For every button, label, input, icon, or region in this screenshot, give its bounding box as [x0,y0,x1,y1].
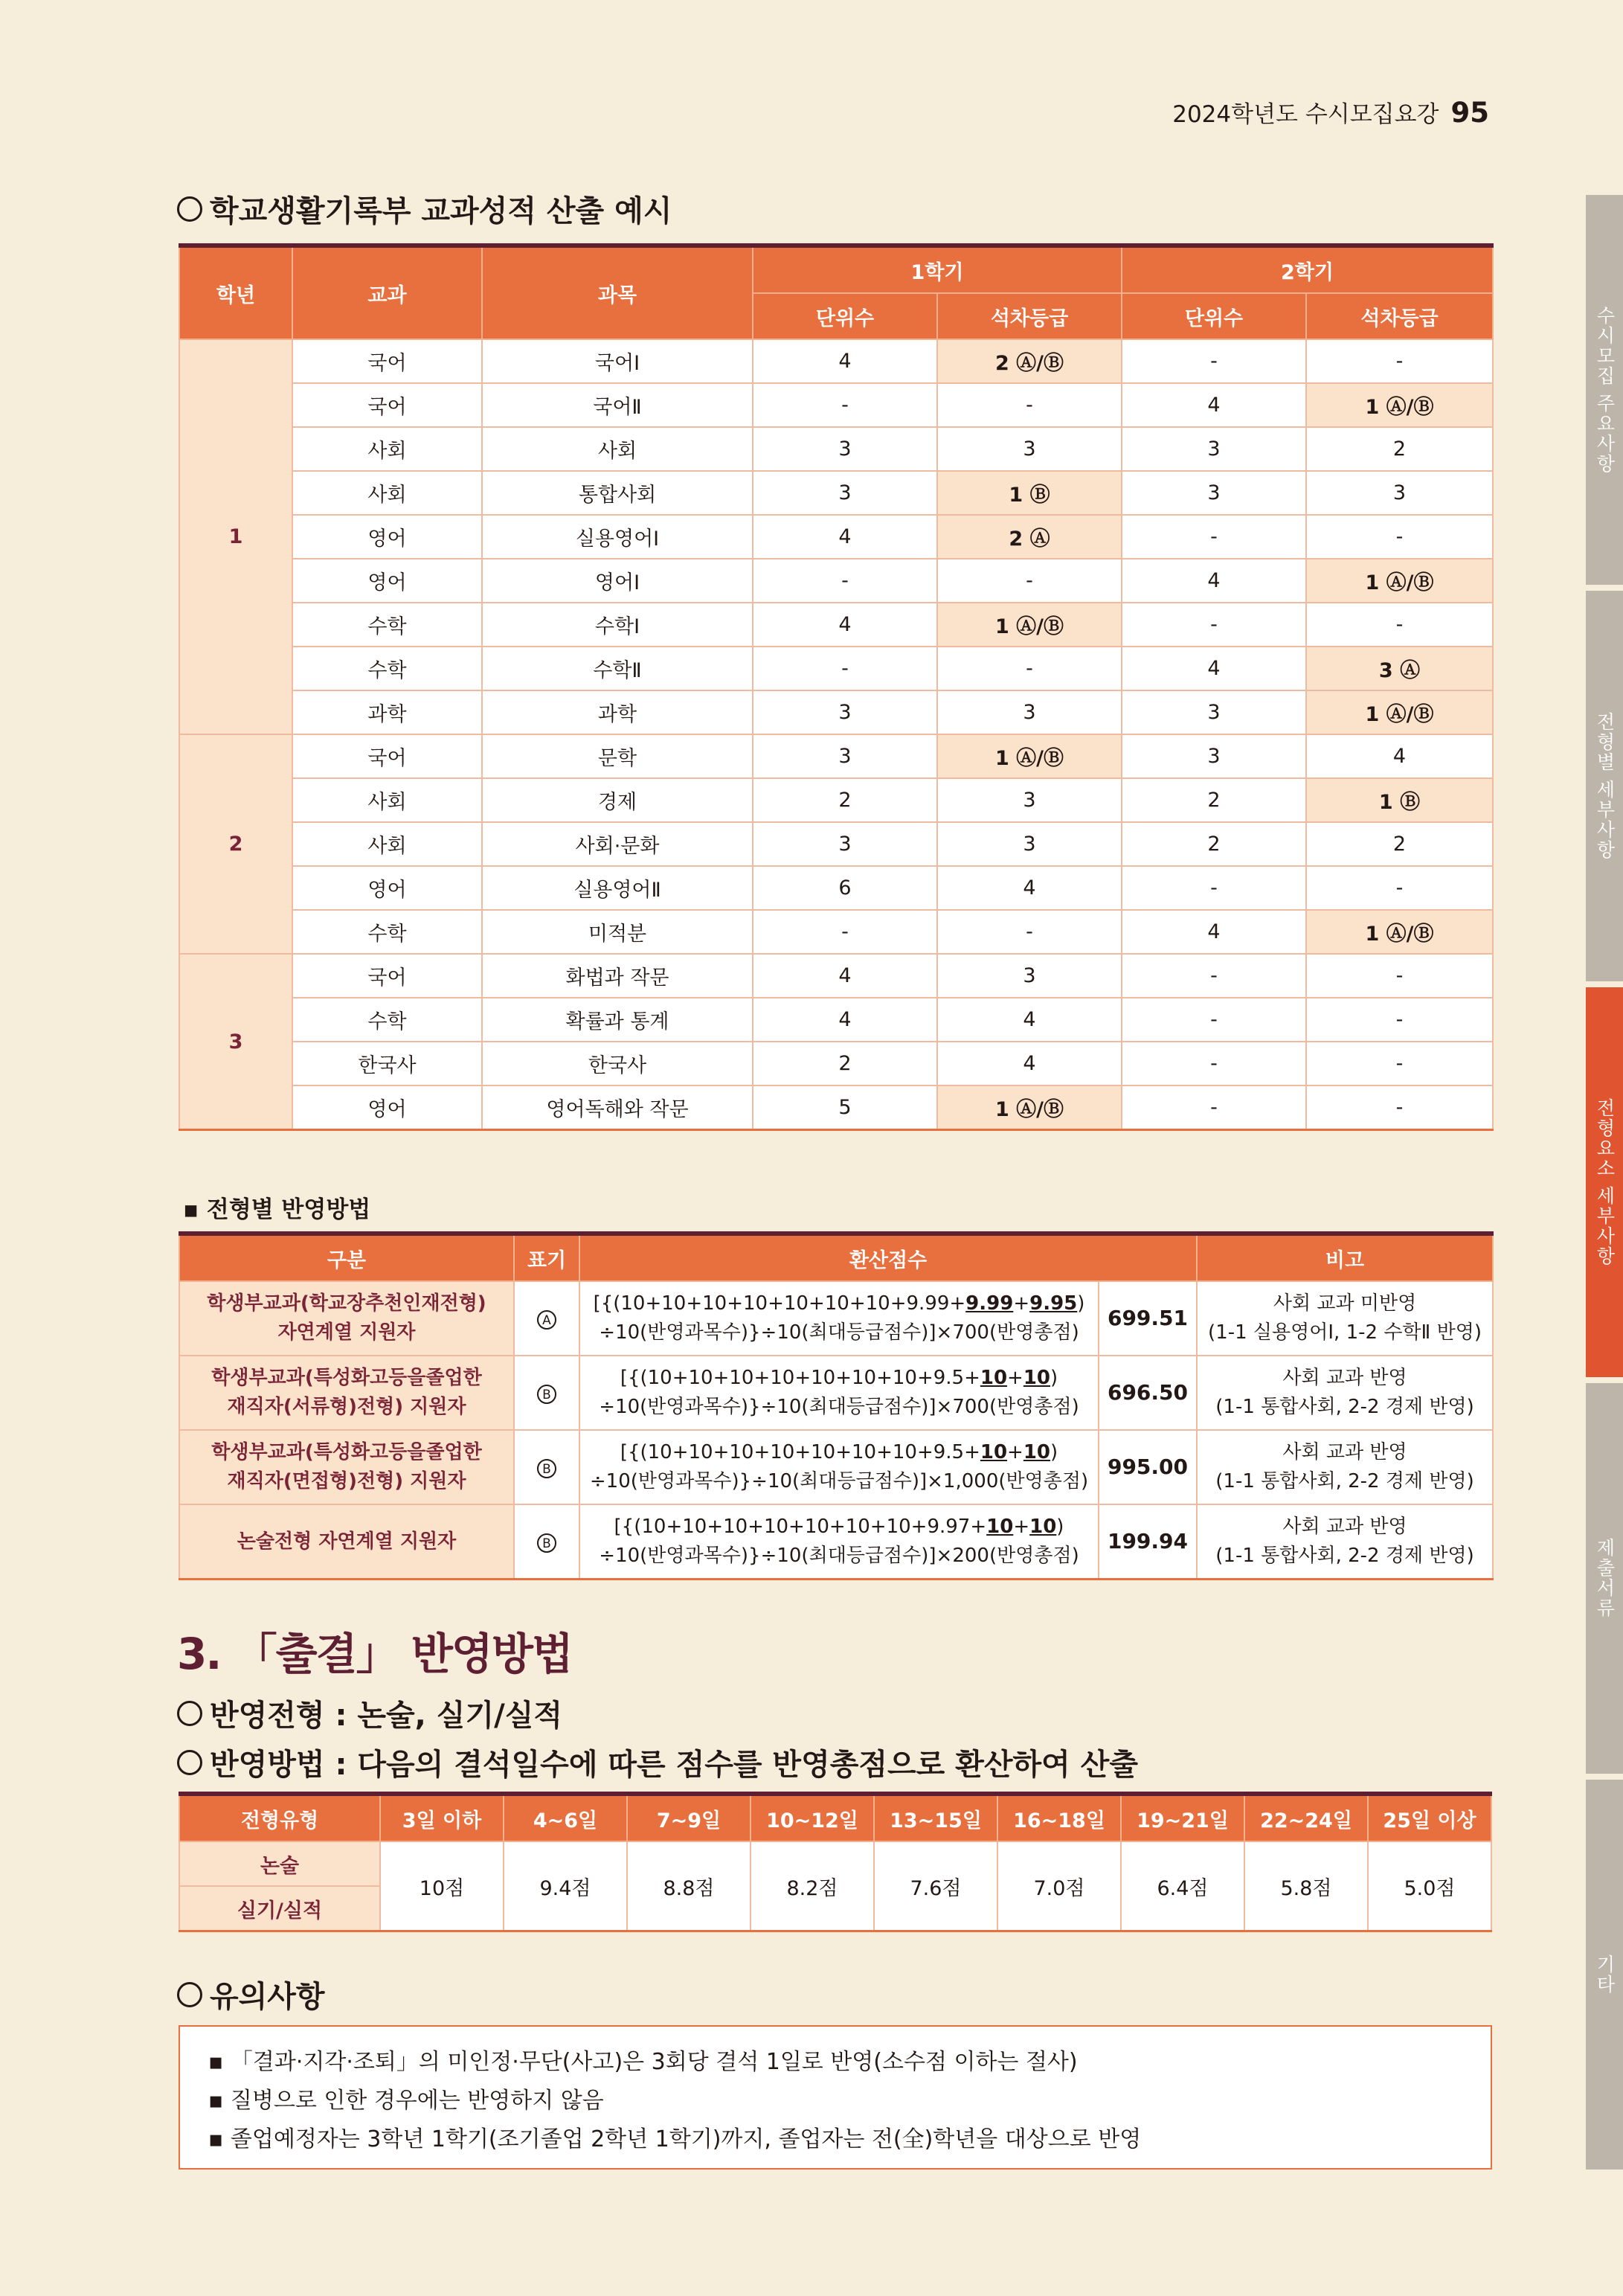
sem2-units-cell: - [1122,1086,1306,1130]
header-mark: 표기 [514,1234,579,1281]
mark-cell [514,1356,579,1430]
formula-line: ÷10(반영과목수)}÷10(최대등급점수)]×1,000(반영총점) [589,1470,1089,1492]
subject-cell: 국어Ⅰ [482,339,753,383]
category-line: 논술전형 자연계열 지원자 [237,1530,457,1553]
formula-cell [579,1356,1099,1430]
sem1-units-cell: 4 [753,603,937,647]
attendance-line-1 [177,1692,562,1734]
sem1-grade-cell: 3 [937,427,1122,471]
section-title-text: 학교생활기록부 교과성적 산출 예시 [210,194,672,228]
note-text: 졸업예정자는 3학년 1학기(조기졸업 2학년 1학기)까지, 졸업자는 전(全)학년을 대상으로 반영 [230,2126,1142,2152]
sem1-units-cell: 4 [753,998,937,1042]
attendance-line-2 [177,1741,1138,1783]
formula-line: ÷10(반영과목수)}÷10(최대등급점수)]×700(반영총점) [599,1321,1079,1344]
sem2-units-cell: - [1122,998,1306,1042]
subject-cell: 통합사회 [482,471,753,515]
formula-text: ) [1056,1516,1064,1538]
header-year: 학년 [179,246,292,339]
subject-group-cell: 국어 [292,954,482,998]
year-cell: 1 [179,339,292,734]
attendance-score-cell: 10점 [380,1841,504,1931]
grade-table [179,243,1494,1131]
mark-cell [514,1430,579,1504]
formula-line: ÷10(반영과목수)}÷10(최대등급점수)]×700(반영총점) [599,1396,1079,1418]
formula-underlined: 10 [1023,1441,1051,1463]
formula-underlined: 9.99 [965,1292,1014,1315]
formula-text: ) [1050,1441,1058,1463]
subject-group-cell: 국어 [292,383,482,427]
subject-cell: 한국사 [482,1042,753,1086]
sem2-grade-cell: 1 Ⓐ/Ⓑ [1306,690,1493,734]
formula-text: + [1013,1516,1030,1538]
subject-group-cell: 한국사 [292,1042,482,1086]
admission-type-cell: 논술 [179,1841,380,1886]
subject-cell: 확률과 통계 [482,998,753,1042]
score-cell: 699.51 [1099,1281,1197,1356]
note-cell [1197,1430,1493,1504]
formula-text: [{(10+10+10+10+10+10+10+9.99+ [593,1292,966,1315]
side-tab-label: 제출서류 [1594,1538,1616,1619]
header-subject-group: 교과 [292,246,482,339]
formula-underlined: 10 [980,1441,1008,1463]
note-line: (1-1 통합사회, 2-2 경제 반영) [1215,1470,1474,1492]
subject-cell: 국어Ⅱ [482,383,753,427]
sem1-grade-cell: 3 [937,690,1122,734]
sem2-units-cell: 3 [1122,427,1306,471]
subject-cell: 수학Ⅰ [482,603,753,647]
sem2-grade-cell: 4 [1306,734,1493,778]
table-row [179,734,1493,778]
subject-group-cell: 영어 [292,559,482,603]
circle-bullet-icon [177,1982,202,2007]
formula-cell [579,1430,1099,1504]
mark-circle-icon: B [537,1533,556,1553]
sem2-grade-cell: 1 Ⓐ/Ⓑ [1306,910,1493,954]
subject-cell: 미적분 [482,910,753,954]
table-row [179,427,1493,471]
sem1-grade-cell: 4 [937,1042,1122,1086]
category-line: 학생부교과(특성화고등을졸업한 [211,1367,482,1389]
sem1-units-cell: 4 [753,954,937,998]
attendance-score-cell: 7.6점 [874,1841,997,1931]
formula-text: ) [1050,1367,1058,1389]
table-row [179,339,1493,383]
category-line: 학생부교과(특성화고등을졸업한 [211,1441,482,1463]
subject-group-cell: 국어 [292,339,482,383]
sem1-units-cell: - [753,647,937,690]
table-row [179,866,1493,910]
notes-box [179,2025,1492,2170]
header-absence-range: 25일 이상 [1368,1794,1491,1841]
sem1-units-cell: 3 [753,822,937,866]
admission-type-cell: 실기/실적 [179,1886,380,1931]
mark-circle-icon: B [537,1459,556,1478]
subject-cell: 영어독해와 작문 [482,1086,753,1130]
table-row [179,1042,1493,1086]
category-line: 자연계열 지원자 [277,1321,416,1344]
category-cell [179,1504,514,1580]
note-line: (1-1 통합사회, 2-2 경제 반영) [1215,1396,1474,1418]
attendance-score-cell: 5.0점 [1368,1841,1491,1931]
sem2-grade-cell: - [1306,866,1493,910]
sem2-grade-cell: - [1306,603,1493,647]
sem1-grade-cell: - [937,559,1122,603]
side-tab-element-details[interactable] [1586,987,1623,1377]
sem1-grade-cell: 3 [937,778,1122,822]
note-line: 사회 교과 미반영 [1273,1292,1417,1315]
header-absence-range: 4~6일 [504,1794,627,1841]
note-item: ▪ 졸업예정자는 3학년 1학기(조기졸업 2학년 1학기)까지, 졸업자는 전(全)학년을 대상으로 반영 [208,2126,1142,2152]
notes-title [177,1973,325,2016]
formula-line [580,1513,1098,1542]
subject-cell: 실용영어Ⅱ [482,866,753,910]
category-cell [179,1281,514,1356]
sem2-units-cell: 2 [1122,822,1306,866]
sem2-units-cell: 4 [1122,647,1306,690]
sem1-grade-cell: 3 [937,954,1122,998]
header-admission-type: 전형유형 [179,1794,380,1841]
subject-group-cell: 국어 [292,734,482,778]
formula-underlined: 10 [1029,1516,1057,1538]
attendance-score-cell: 7.0점 [997,1841,1121,1931]
sem2-units-cell: - [1122,515,1306,559]
sem2-units-cell: - [1122,1042,1306,1086]
table-row [179,1841,1491,1886]
header-units: 단위수 [753,293,937,339]
sem2-units-cell: - [1122,954,1306,998]
note-line: (1-1 통합사회, 2-2 경제 반영) [1215,1545,1474,1567]
sem1-units-cell: 3 [753,734,937,778]
header-absence-range: 7~9일 [627,1794,751,1841]
header-absence-range: 10~12일 [751,1794,874,1841]
table-row [179,1356,1493,1430]
formula-text: [{(10+10+10+10+10+10+10+9.5+ [620,1441,980,1463]
subject-group-cell: 수학 [292,910,482,954]
note-item: ▪ 질병으로 인한 경우에는 반영하지 않음 [208,2088,604,2114]
sem1-grade-cell: 4 [937,866,1122,910]
year-cell: 2 [179,734,292,954]
method-table [179,1231,1494,1580]
sem2-units-cell: 4 [1122,910,1306,954]
note-item: ▪ 「결과·지각·조퇴」의 미인정·무단(사고)은 3회당 결석 1일로 반영(소수점 이하는 절사) [208,2049,1078,2075]
subject-cell: 실용영어Ⅰ [482,515,753,559]
sem1-grade-cell: 3 [937,822,1122,866]
notes-title-text: 유의사항 [210,1980,325,2014]
note-text: 질병으로 인한 경우에는 반영하지 않음 [230,2088,604,2114]
attendance-score-cell: 8.2점 [751,1841,874,1931]
formula-underlined: 10 [986,1516,1014,1538]
header-absence-range: 22~24일 [1244,1794,1368,1841]
formula-line [580,1289,1098,1318]
grade-example-title [177,187,672,230]
subject-group-cell: 사회 [292,822,482,866]
note-cell [1197,1504,1493,1580]
header-subject: 과목 [482,246,753,339]
sem2-grade-cell: 1 Ⓐ/Ⓑ [1306,383,1493,427]
note-cell [1197,1281,1493,1356]
sem1-units-cell: - [753,383,937,427]
formula-underlined: 10 [980,1367,1008,1389]
formula-line [580,1364,1098,1393]
subject-group-cell: 사회 [292,427,482,471]
sem1-grade-cell: 2 Ⓐ/Ⓑ [937,339,1122,383]
sem1-units-cell: 4 [753,339,937,383]
sem2-units-cell: 3 [1122,690,1306,734]
table-row [179,471,1493,515]
attendance-score-cell: 8.8점 [627,1841,751,1931]
table-row [179,690,1493,734]
table-row [179,778,1493,822]
formula-underlined: 9.95 [1029,1292,1078,1315]
sem1-units-cell: - [753,559,937,603]
side-tab-admission-details[interactable] [1586,591,1623,981]
table-row [179,515,1493,559]
document-title: 2024학년도 수시모집요강 [1172,101,1439,128]
sem2-units-cell: 4 [1122,383,1306,427]
sem2-grade-cell: 3 Ⓐ [1306,647,1493,690]
subject-cell: 수학Ⅱ [482,647,753,690]
note-line: 사회 교과 반영 [1282,1516,1407,1538]
header-note: 비고 [1197,1234,1493,1281]
circle-bullet-icon [177,1750,202,1775]
header-semester-1: 1학기 [753,246,1122,293]
side-tabs [1586,195,1623,2170]
category-line: 학생부교과(학교장추천인재전형) [207,1292,486,1315]
sem2-grade-cell: 3 [1306,471,1493,515]
subject-group-cell: 영어 [292,866,482,910]
attendance-title: 3. 「출결」 반영방법 [177,1629,572,1679]
sem2-units-cell: 3 [1122,734,1306,778]
sem1-units-cell: 3 [753,471,937,515]
note-cell [1197,1356,1493,1430]
sem1-grade-cell: 4 [937,998,1122,1042]
page-header [1172,95,1489,129]
formula-text: [{(10+10+10+10+10+10+10+9.97+ [614,1516,987,1538]
sem2-grade-cell: - [1306,1042,1493,1086]
header-absence-range: 3일 이하 [380,1794,504,1841]
sem2-grade-cell: - [1306,954,1493,998]
header-absence-range: 16~18일 [997,1794,1121,1841]
sem1-units-cell: 3 [753,427,937,471]
attendance-score-cell: 5.8점 [1244,1841,1368,1931]
sem2-grade-cell: - [1306,339,1493,383]
subject-cell: 영어Ⅰ [482,559,753,603]
header-semester-2: 2학기 [1122,246,1493,293]
circle-bullet-icon [177,196,202,222]
score-cell: 696.50 [1099,1356,1197,1430]
sem2-units-cell: - [1122,339,1306,383]
note-text: 「결과·지각·조퇴」의 미인정·무단(사고)은 3회당 결석 1일로 반영(소수점 이하는 절사) [230,2049,1078,2075]
table-row [179,998,1493,1042]
sem1-units-cell: 4 [753,515,937,559]
sem2-grade-cell: 1 Ⓐ/Ⓑ [1306,559,1493,603]
sem1-grade-cell: - [937,647,1122,690]
sem2-grade-cell: - [1306,515,1493,559]
formula-line: ÷10(반영과목수)}÷10(최대등급점수)]×200(반영총점) [599,1545,1079,1567]
sem2-units-cell: 3 [1122,471,1306,515]
side-tab-documents[interactable] [1586,1383,1623,1773]
sem2-units-cell: 4 [1122,559,1306,603]
sem2-grade-cell: 1 Ⓑ [1306,778,1493,822]
attendance-score-cell: 6.4점 [1121,1841,1244,1931]
sem1-units-cell: 3 [753,690,937,734]
subject-group-cell: 과학 [292,690,482,734]
table-row [179,1281,1493,1356]
sem2-grade-cell: - [1306,998,1493,1042]
table-row [179,1504,1493,1580]
category-line: 재직자(서류형)전형) 지원자 [227,1396,466,1418]
note-line: 사회 교과 반영 [1282,1441,1407,1463]
formula-text: ) [1077,1292,1085,1315]
category-cell [179,1356,514,1430]
sem1-grade-cell: 1 Ⓐ/Ⓑ [937,603,1122,647]
sem1-grade-cell: 1 Ⓑ [937,471,1122,515]
formula-line [580,1438,1098,1467]
header-units: 단위수 [1122,293,1306,339]
side-tab-label: 기타 [1594,1954,1616,1995]
sem1-grade-cell: 2 Ⓐ [937,515,1122,559]
attendance-score-cell: 9.4점 [504,1841,627,1931]
method-subtitle: ▪ 전형별 반영방법 [183,1196,371,1223]
side-tab-admission-overview[interactable] [1586,195,1623,585]
attendance-line-2-text: 반영방법 : 다음의 결석일수에 따른 점수를 반영총점으로 환산하여 산출 [210,1748,1138,1782]
category-line: 재직자(면접형)전형) 지원자 [227,1470,466,1492]
header-absence-range: 13~15일 [874,1794,997,1841]
subject-group-cell: 사회 [292,778,482,822]
header-category: 구분 [179,1234,514,1281]
mark-cell [514,1281,579,1356]
score-cell: 995.00 [1099,1430,1197,1504]
table-row [179,1430,1493,1504]
header-rank-grade: 석차등급 [937,293,1122,339]
sem2-grade-cell: 2 [1306,427,1493,471]
year-cell: 3 [179,954,292,1130]
subject-group-cell: 사회 [292,471,482,515]
sem2-units-cell: - [1122,866,1306,910]
formula-text: [{(10+10+10+10+10+10+10+9.5+ [620,1367,980,1389]
subject-cell: 사회·문화 [482,822,753,866]
sem2-grade-cell: - [1306,1086,1493,1130]
subject-cell: 문학 [482,734,753,778]
sem1-grade-cell: 1 Ⓐ/Ⓑ [937,734,1122,778]
header-absence-range: 19~21일 [1121,1794,1244,1841]
header-converted-score: 환산점수 [579,1234,1197,1281]
formula-cell [579,1504,1099,1580]
attendance-table [179,1792,1492,1932]
sem1-grade-cell: 1 Ⓐ/Ⓑ [937,1086,1122,1130]
subject-group-cell: 영어 [292,515,482,559]
side-tab-etc[interactable] [1586,1780,1623,2170]
table-row [179,383,1493,427]
table-row [179,603,1493,647]
sem1-units-cell: 2 [753,1042,937,1086]
table-row [179,647,1493,690]
subject-cell: 과학 [482,690,753,734]
formula-underlined: 10 [1023,1367,1051,1389]
subject-group-cell: 수학 [292,603,482,647]
mark-cell [514,1504,579,1580]
sem1-units-cell: 5 [753,1086,937,1130]
subject-cell: 화법과 작문 [482,954,753,998]
formula-text: + [1013,1292,1030,1315]
subject-group-cell: 수학 [292,647,482,690]
circle-bullet-icon [177,1701,202,1726]
table-row [179,822,1493,866]
sem2-grade-cell: 2 [1306,822,1493,866]
side-tab-label: 수시모집 주요사항 [1594,306,1616,475]
header-rank-grade: 석차등급 [1306,293,1493,339]
sem2-units-cell: - [1122,603,1306,647]
formula-text: + [1007,1367,1023,1389]
sem2-units-cell: 2 [1122,778,1306,822]
table-row [179,954,1493,998]
note-line: 사회 교과 반영 [1282,1367,1407,1389]
side-tab-label: 전형별 세부사항 [1594,712,1616,861]
table-row [179,559,1493,603]
side-tab-label: 전형요소 세부사항 [1594,1098,1616,1266]
table-row [179,1086,1493,1130]
note-line: (1-1 실용영어Ⅰ, 1-2 수학Ⅱ 반영) [1208,1321,1482,1344]
formula-cell [579,1281,1099,1356]
sem1-grade-cell: - [937,383,1122,427]
subject-cell: 사회 [482,427,753,471]
sem1-units-cell: 2 [753,778,937,822]
table-row [179,910,1493,954]
score-cell: 199.94 [1099,1504,1197,1580]
mark-circle-icon: A [537,1310,556,1330]
subject-group-cell: 수학 [292,998,482,1042]
page-number: 95 [1450,97,1489,129]
sem1-units-cell: 6 [753,866,937,910]
subject-group-cell: 영어 [292,1086,482,1130]
category-cell [179,1430,514,1504]
mark-circle-icon: B [537,1385,556,1404]
attendance-line-1-text: 반영전형 : 논술, 실기/실적 [210,1699,562,1733]
subject-cell: 경제 [482,778,753,822]
sem1-units-cell: - [753,910,937,954]
sem1-grade-cell: - [937,910,1122,954]
formula-text: + [1007,1441,1023,1463]
